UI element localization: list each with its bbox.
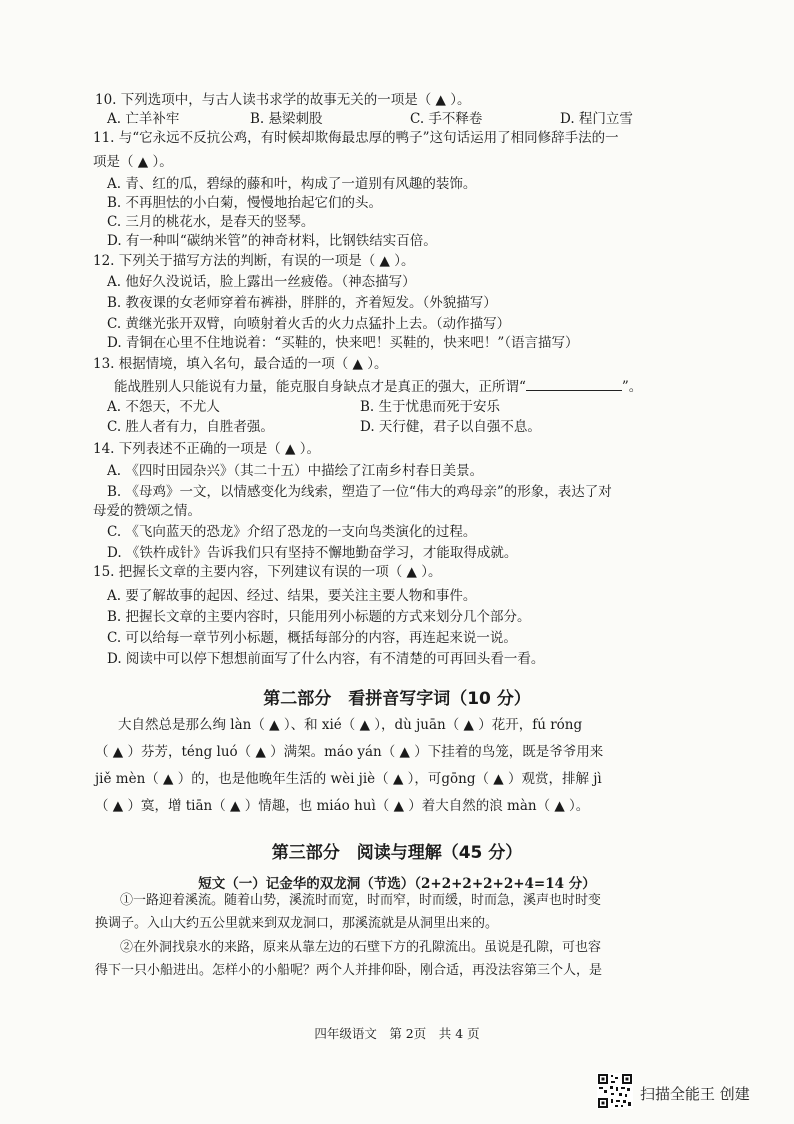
q11-option-c: C. 三月的桃花水，是春天的竖琴。: [107, 214, 315, 230]
q10-option-d: D. 程门立雪: [560, 111, 633, 127]
q11-option-b: B. 不再胆怯的小白菊，慢慢地抬起它们的头。: [107, 195, 383, 211]
q11-option-a: A. 青、红的瓜，碧绿的藤和叶，构成了一道别有风趣的装饰。: [107, 176, 477, 192]
q15-stem: 15. 把握长文章的主要内容，下列建议有误的一项（ ▲ ）。: [93, 564, 442, 580]
q14-option-a: A. 《四时田园杂兴》（其二十五）中描绘了江南乡村春日美景。: [107, 463, 484, 479]
q12-option-c: C. 黄继光张开双臂，向喷射着火舌的火力点猛扑上去。（动作描写）: [107, 316, 511, 332]
q15-option-c: C. 可以给每一章节列小标题，概括每部分的内容，再连起来说一说。: [107, 630, 517, 646]
q13-context: [114, 378, 642, 396]
q13-context-text: 能战胜别人只能说有力量，能克服自身缺点才是真正的强大，正所谓“: [114, 379, 526, 395]
q14-option-d: D. 《铁杵成针》告诉我们只有坚持不懈地勤奋学习，才能取得成就。: [107, 545, 518, 561]
q13-context-end: ”。: [621, 379, 643, 395]
passage-p1-cont: 换调子。入山大约五公里就来到双龙洞口，那溪流就是从洞里出来的。: [95, 916, 499, 931]
q12-option-d: D. 青铜在心里不住地说着：“买鞋的，快来吧！买鞋的，快来吧！”（语言描写）: [107, 335, 579, 351]
q10-stem: 10. 下列选项中，与古人读书求学的故事无关的一项是（ ▲ ）。: [95, 92, 471, 108]
q12-option-b: B. 教夜课的女老师穿着布裤褂，胖胖的，齐着短发。（外貌描写）: [107, 295, 497, 311]
q11-stem: 11. 与“它永远不反抗公鸡，有时候却欺侮最忠厚的鸭子”这句话运用了相同修辞手法的一: [93, 130, 619, 146]
part2-line-3: jiě mèn（ ▲ ）的，也是他晚年生活的 wèi jiè（ ▲ ），可gōng（ ▲ ）观赏，排解 jì: [95, 771, 602, 787]
q13-option-b: B. 生于忧患而死于安乐: [360, 399, 501, 415]
part2-title: 第二部分 看拼音写字词（10 分）: [263, 689, 531, 709]
passage-p1: ①一路迎着溪流。随着山势，溪流时而宽，时而窄，时而缓，时而急，溪声也时时变: [120, 893, 602, 908]
q13-option-d: D. 天行健，君子以自强不息。: [360, 419, 541, 435]
q14-option-c: C. 《飞向蓝天的恐龙》介绍了恐龙的一支向鸟类演化的过程。: [107, 524, 477, 540]
q13-stem: 13. 根据情境，填入名句，最合适的一项（ ▲ ）。: [93, 356, 388, 372]
q13-answer-blank[interactable]: [526, 378, 622, 391]
passage-p2-cont: 得下一只小船进出。怎样小的小船呢？两个人并排仰卧，刚合适，再没法容第三个人，是: [95, 963, 603, 978]
page-footer: 四年级语文 第 2页 共 4 页: [314, 1026, 480, 1041]
q10-option-c: C. 手不释卷: [410, 111, 483, 127]
q15-option-d: D. 阅读中可以停下想想前面写了什么内容，有不清楚的可再回头看一看。: [107, 651, 545, 667]
part3-title: 第三部分 阅读与理解（45 分）: [271, 843, 523, 863]
q13-option-a: A. 不怨天，不尤人: [107, 399, 220, 415]
q10-option-a: A. 亡羊补牢: [107, 111, 180, 127]
q14-option-b: B. 《母鸡》一文，以情感变化为线索，塑造了一位“伟大的鸡母亲”的形象，表达了对: [107, 484, 612, 500]
q10-option-b: B. 悬梁刺股: [250, 111, 323, 127]
q12-option-a: A. 他好久没说话，脸上露出一丝疲倦。（神态描写）: [107, 274, 416, 290]
qr-code-icon: [597, 1073, 633, 1109]
part2-line-4: （ ▲ ）寞，增 tiān（ ▲ ）情趣，也 miáo huì（ ▲ ）着大自然的浪 màn（ ▲ ）。: [95, 798, 590, 814]
scanner-watermark: 扫描全能王 创建: [640, 1085, 750, 1103]
q14-stem: 14. 下列表述不正确的一项是（ ▲ ）。: [93, 441, 320, 457]
q11-stem-cont: 项是（ ▲ ）。: [93, 154, 173, 170]
q11-option-d: D. 有一种叫“碳纳米管”的神奇材料，比钢铁结实百倍。: [107, 233, 437, 249]
q12-stem: 12. 下列关于描写方法的判断，有误的一项是（ ▲ ）。: [93, 253, 415, 269]
passage-p2: ②在外洞找泉水的来路，原来从靠左边的石壁下方的孔隙流出。虽说是孔隙，可也容: [120, 940, 602, 955]
q13-option-c: C. 胜人者有力，自胜者强。: [107, 419, 274, 435]
q14-option-b-cont: 母爱的赞颂之情。: [93, 503, 201, 519]
q15-option-b: B. 把握长文章的主要内容时，只能用列小标题的方式来划分几个部分。: [107, 609, 531, 625]
part2-line-1: 大自然总是那么绚 làn（ ▲ ）、和 xié（ ▲ ），dù juān（ ▲ ）花开，fú róng: [118, 717, 583, 733]
passage-title: 短文（一）记金华的双龙洞（节选）（2+2+2+2+2+4=14 分）: [198, 876, 596, 892]
part2-line-2: （ ▲ ）芬芳，téng luó（ ▲ ）满架。máo yán（ ▲ ）下挂着的鸟笼，既是爷爷用来: [95, 744, 604, 760]
q15-option-a: A. 要了解故事的起因、经过、结果，要关注主要人物和事件。: [107, 588, 477, 604]
